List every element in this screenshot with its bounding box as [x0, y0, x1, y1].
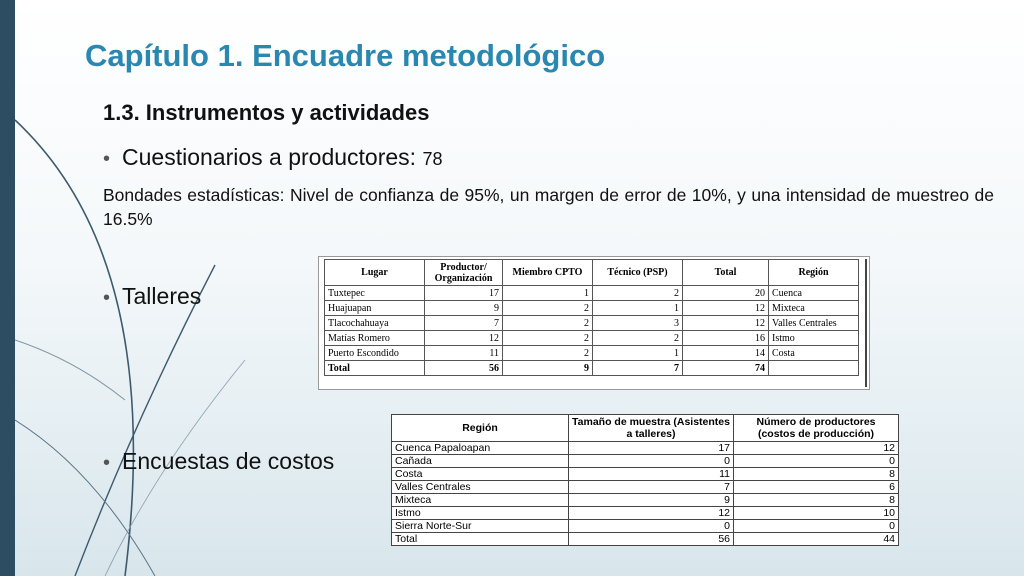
- table-row: [392, 481, 899, 494]
- table-cell: 11: [425, 346, 503, 361]
- table-cell: 2: [593, 286, 683, 301]
- table-cell: Mixteca: [769, 301, 859, 316]
- table-cell: Total: [392, 533, 569, 546]
- table-cell: 14: [683, 346, 769, 361]
- table-cell: Huajuapan: [325, 301, 425, 316]
- table-cell: 0: [734, 520, 899, 533]
- table-cell: Istmo: [392, 507, 569, 520]
- workshop-table: [324, 259, 859, 376]
- table-cell: Tuxtepec: [325, 286, 425, 301]
- table-cell: Valles Centrales: [769, 316, 859, 331]
- table-cell: 12: [683, 316, 769, 331]
- table-cell: 74: [683, 361, 769, 376]
- table-cell: 1: [593, 301, 683, 316]
- table-cell: Mixteca: [392, 494, 569, 507]
- table-row: [325, 286, 859, 301]
- table-cell: 7: [593, 361, 683, 376]
- table-cell: 9: [503, 361, 593, 376]
- workshop-table-frame: [318, 256, 870, 390]
- table-cell: 1: [593, 346, 683, 361]
- cost-survey-table: [391, 414, 899, 546]
- table-cell: 1: [503, 286, 593, 301]
- table-cell: 2: [593, 331, 683, 346]
- table-cell: 7: [569, 481, 734, 494]
- table-cell: 0: [734, 455, 899, 468]
- table-row: [325, 301, 859, 316]
- table-cell: Istmo: [769, 331, 859, 346]
- table-cell: 8: [734, 468, 899, 481]
- table-cell: 12: [425, 331, 503, 346]
- bullet-encuestas: [103, 448, 334, 475]
- table-row: [392, 507, 899, 520]
- statistics-paragraph: Bondades estadísticas: Nivel de confianza de 95%, un margen de error de 10%, y una intensidad de muestreo de 16.5%: [103, 185, 994, 229]
- column-header: Técnico (PSP): [593, 260, 683, 286]
- bullet-cuestionarios: [103, 144, 443, 171]
- table-cell: Cañada: [392, 455, 569, 468]
- table-cell: Puerto Escondido: [325, 346, 425, 361]
- table-total-row: [392, 533, 899, 546]
- table-cell: 56: [425, 361, 503, 376]
- table-cell: 20: [683, 286, 769, 301]
- table-cell: 16: [683, 331, 769, 346]
- bullet-cuestionarios-value: 78: [422, 149, 443, 169]
- table-cell: 9: [569, 494, 734, 507]
- table-cell: 0: [569, 455, 734, 468]
- table-cell: 2: [503, 331, 593, 346]
- left-accent-bar: [0, 0, 15, 576]
- table-cell: 17: [425, 286, 503, 301]
- column-header: Número de productores (costos de producción): [734, 415, 899, 442]
- bullet-dot-icon: •: [103, 452, 111, 474]
- bullet-talleres-label: Talleres: [122, 283, 202, 309]
- table-row: [325, 346, 859, 361]
- column-header: Lugar: [325, 260, 425, 286]
- table-cell: 11: [569, 468, 734, 481]
- table-cell: 6: [734, 481, 899, 494]
- section-subtitle: 1.3. Instrumentos y actividades: [103, 100, 430, 125]
- table-cell: Total: [325, 361, 425, 376]
- bullet-dot-icon: •: [103, 148, 111, 170]
- column-header: Productor/ Organización: [425, 260, 503, 286]
- table-cell: Cuenca Papaloapan: [392, 442, 569, 455]
- table-cell: Matías Romero: [325, 331, 425, 346]
- column-header: Región: [769, 260, 859, 286]
- table-cell: 44: [734, 533, 899, 546]
- table-header-row: [325, 260, 859, 286]
- table-cell: 7: [425, 316, 503, 331]
- column-header: Región: [392, 415, 569, 442]
- table-cell: 2: [503, 301, 593, 316]
- table-row: [325, 331, 859, 346]
- table-row: [392, 468, 899, 481]
- column-header: Tamaño de muestra (Asistentes a talleres): [569, 415, 734, 442]
- table-row: [392, 442, 899, 455]
- table-cell: 12: [569, 507, 734, 520]
- table-frame-divider: [865, 259, 867, 387]
- table-row: [392, 455, 899, 468]
- bullet-dot-icon: •: [103, 287, 111, 309]
- bullet-encuestas-label: Encuestas de costos: [122, 448, 335, 474]
- table-cell: 8: [734, 494, 899, 507]
- table-total-row: [325, 361, 859, 376]
- table-cell: Costa: [769, 346, 859, 361]
- table-cell: Sierra Norte-Sur: [392, 520, 569, 533]
- slide-title: Capítulo 1. Encuadre metodológico: [85, 38, 606, 73]
- table-cell: 2: [503, 346, 593, 361]
- table-row: [392, 494, 899, 507]
- bullet-cuestionarios-label: Cuestionarios a productores:: [122, 144, 417, 170]
- table-cell: Cuenca: [769, 286, 859, 301]
- table-cell: 9: [425, 301, 503, 316]
- table-cell: [769, 361, 859, 376]
- column-header: Total: [683, 260, 769, 286]
- table-cell: Valles Centrales: [392, 481, 569, 494]
- bullet-talleres: [103, 283, 201, 310]
- table-cell: 2: [503, 316, 593, 331]
- table-header-row: [392, 415, 899, 442]
- column-header: Miembro CPTO: [503, 260, 593, 286]
- table-row: [325, 316, 859, 331]
- table-cell: 12: [683, 301, 769, 316]
- table-cell: 3: [593, 316, 683, 331]
- table-cell: 12: [734, 442, 899, 455]
- table-cell: 0: [569, 520, 734, 533]
- table-cell: 10: [734, 507, 899, 520]
- table-cell: Tlacochahuaya: [325, 316, 425, 331]
- table-row: [392, 520, 899, 533]
- table-cell: Costa: [392, 468, 569, 481]
- table-cell: 17: [569, 442, 734, 455]
- table-cell: 56: [569, 533, 734, 546]
